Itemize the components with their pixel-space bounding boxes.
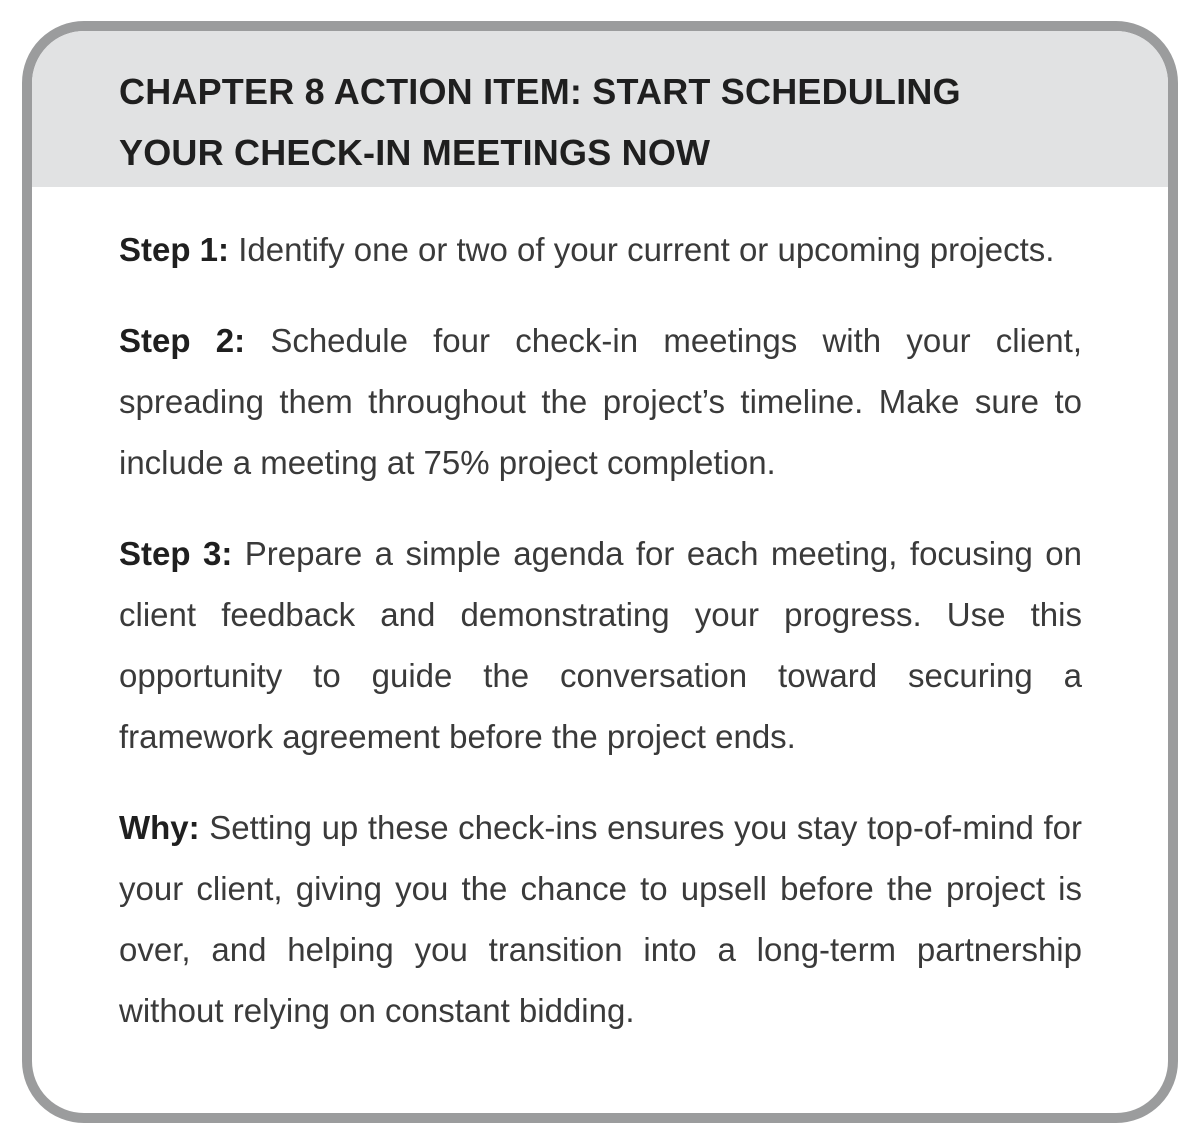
step-2-text: Schedule four check-in meetings with your client, spreading them throughout the project’s timeline. Make sure to include a meeting at 75% project completion.	[119, 322, 1082, 481]
callout-title	[119, 61, 1079, 183]
step-3-paragraph	[119, 523, 1082, 767]
why-text: Setting up these check-ins ensures you stay top-of-mind for your client, giving you the chance to upsell before the project is over, and helping you transition into a long-term partnership without relying on constant bidding.	[119, 809, 1082, 1029]
why-label: Why:	[119, 809, 200, 846]
callout-title-line-2: YOUR CHECK-IN MEETINGS NOW	[119, 132, 711, 173]
step-3-label: Step 3:	[119, 535, 233, 572]
step-3-text: Prepare a simple agenda for each meeting, focusing on client feedback and demonstrating your progress. Use this opportunity to guide the conversation toward securing a framework agreement before the project ends.	[119, 535, 1082, 755]
action-item-callout-box	[22, 21, 1178, 1123]
callout-title-line-1: CHAPTER 8 ACTION ITEM: START SCHEDULING	[119, 71, 961, 112]
why-paragraph	[119, 797, 1082, 1041]
callout-body	[119, 219, 1082, 1071]
callout-header	[32, 31, 1168, 187]
step-1-paragraph	[119, 219, 1082, 280]
step-2-label: Step 2:	[119, 322, 246, 359]
step-1-label: Step 1:	[119, 231, 230, 268]
step-1-text: Identify one or two of your current or upcoming projects.	[238, 231, 1055, 268]
step-2-paragraph	[119, 310, 1082, 493]
